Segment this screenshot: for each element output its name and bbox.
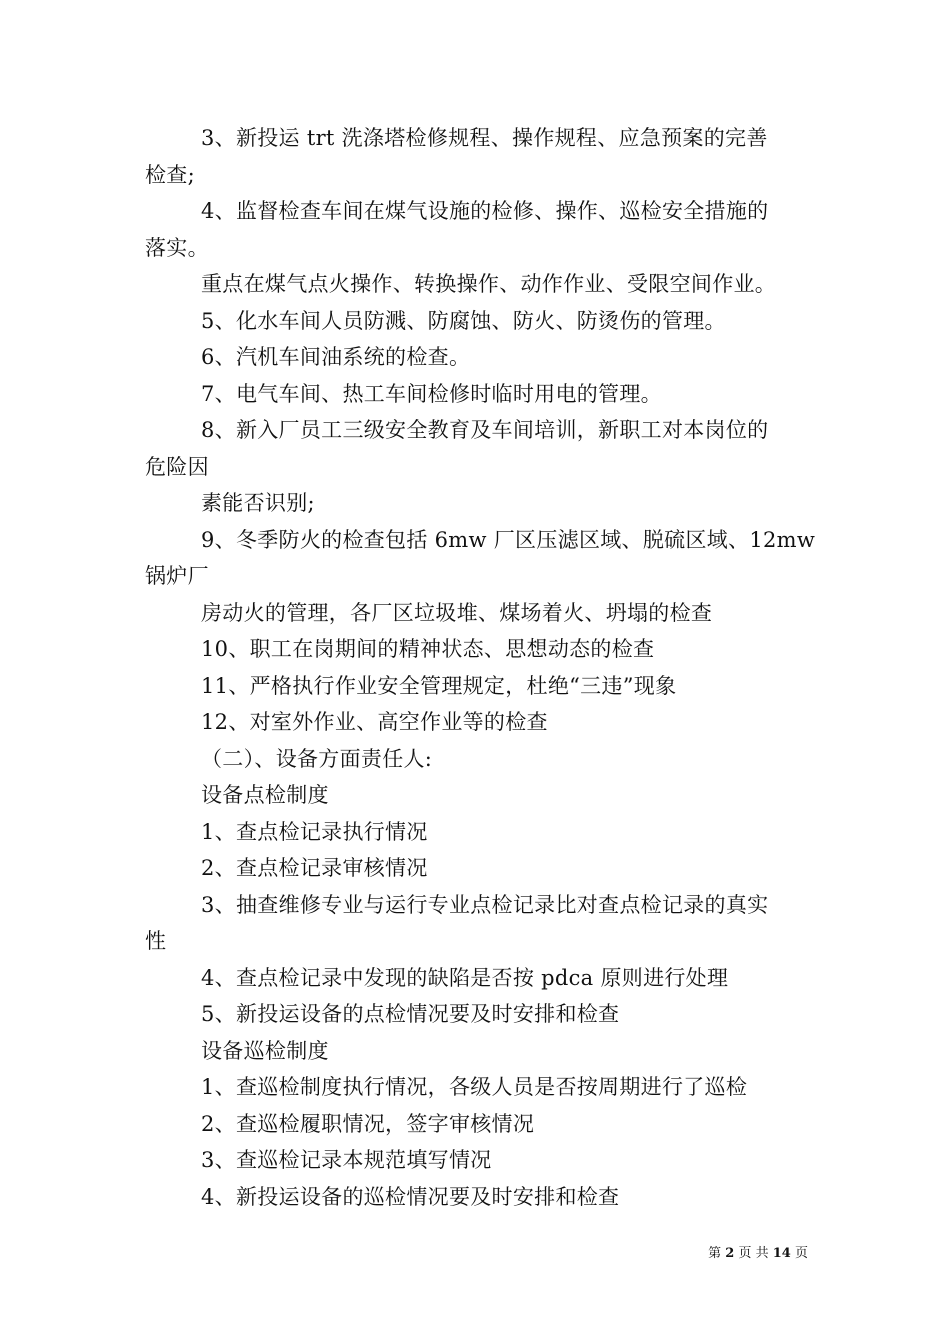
text-line: 9、冬季防火的检查包括 6mw 厂区压滤区域、脱硫区域、12mw	[201, 527, 816, 552]
text-line: 6、汽机车间油系统的检查。	[201, 345, 471, 369]
text-line: 检查;	[145, 162, 195, 187]
text-line: 3、新投运 trt 洗涤塔检修规程、操作规程、应急预案的完善	[201, 126, 768, 150]
footer-prefix: 第	[708, 1246, 722, 1261]
text-line: 性	[145, 929, 167, 953]
text-line: 4、查点检记录中发现的缺陷是否按 pdca 原则进行处理	[201, 965, 729, 990]
footer-current-page: 2	[725, 1246, 735, 1261]
footer-suffix: 页	[794, 1246, 808, 1261]
text-line: 5、新投运设备的点检情况要及时安排和检查	[201, 1002, 620, 1026]
text-line: 1、查点检记录执行情况	[201, 819, 428, 844]
text-line: 10、职工在岗期间的精神状态、思想动态的检查	[201, 637, 655, 661]
text-line: 1、查巡检制度执行情况，各级人员是否按周期进行了巡检	[201, 1075, 748, 1099]
text-line: 落实。	[145, 235, 209, 260]
text-line: 3、抽查维修专业与运行专业点检记录比对查点检记录的真实	[201, 892, 769, 917]
text-line: 4、监督检查车间在煤气设施的检修、操作、巡检安全措施的	[201, 199, 769, 223]
text-line: 2、查点检记录审核情况	[201, 856, 428, 880]
text-line: 危险因	[145, 454, 209, 479]
body-text	[145, 120, 816, 1215]
footer-total-pages: 14	[772, 1246, 791, 1261]
subsection-heading: 设备点检制度	[201, 783, 329, 807]
text-line: 2、查巡检履职情况，签字审核情况	[201, 1111, 535, 1136]
text-line: 锅炉厂	[145, 564, 209, 588]
text-line: 重点在煤气点火操作、转换操作、动作作业、受限空间作业。	[201, 272, 777, 296]
text-line: 7、电气车间、热工车间检修时临时用电的管理。	[201, 381, 662, 406]
section-heading: （二）、设备方面责任人:	[201, 746, 433, 771]
footer-middle: 页 共	[738, 1246, 769, 1261]
text-line: 8、新入厂员工三级安全教育及车间培训，新职工对本岗位的	[201, 418, 769, 442]
text-line: 11、严格执行作业安全管理规定，杜绝“三违”现象	[201, 673, 677, 698]
text-line: 3、查巡检记录本规范填写情况	[201, 1148, 492, 1172]
text-line: 12、对室外作业、高空作业等的检查	[201, 710, 548, 734]
text-line: 房动火的管理，各厂区垃圾堆、煤场着火、坍塌的检查	[201, 600, 713, 625]
text-line: 5、化水车间人员防溅、防腐蚀、防火、防烫伤的管理。	[201, 308, 726, 333]
subsection-heading: 设备巡检制度	[201, 1038, 329, 1063]
text-line: 素能否识别;	[201, 491, 315, 515]
page-number-footer	[708, 1245, 808, 1263]
text-line: 4、新投运设备的巡检情况要及时安排和检查	[201, 1184, 620, 1209]
